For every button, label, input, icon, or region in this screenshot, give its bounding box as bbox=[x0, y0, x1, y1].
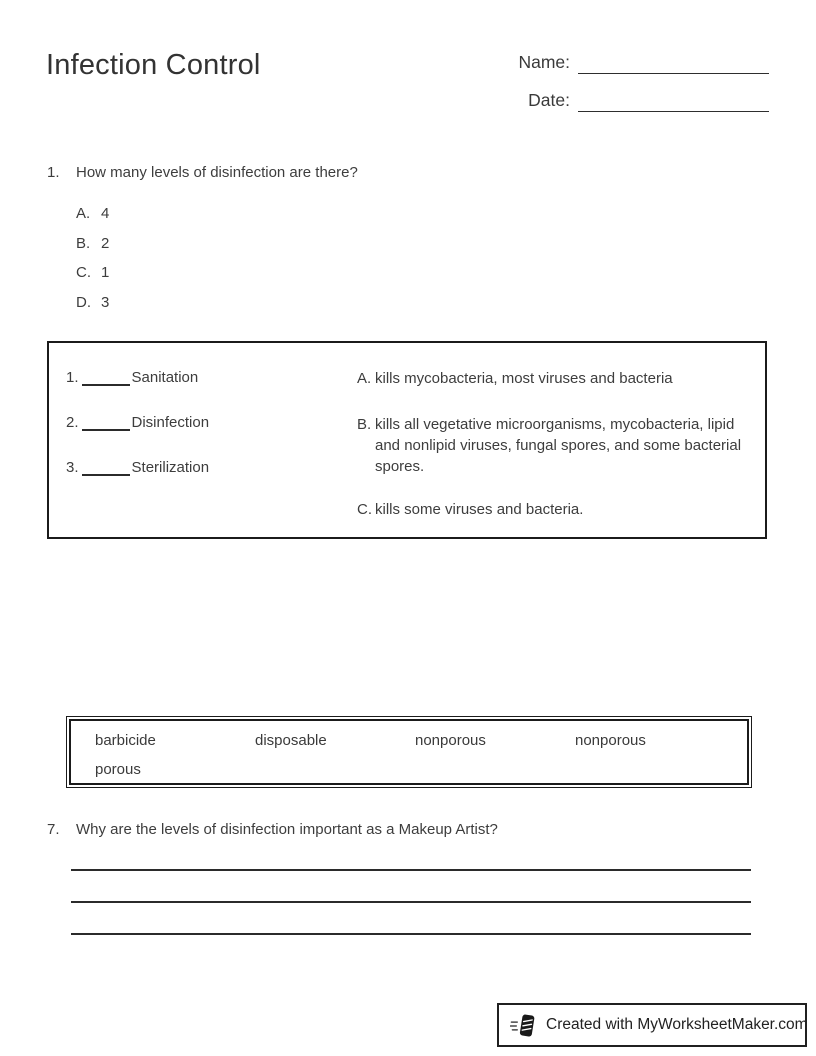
matching-item-label: Sterilization bbox=[131, 459, 210, 476]
matching-answer-blank-1[interactable] bbox=[82, 372, 130, 386]
date-label: Date: bbox=[528, 90, 570, 110]
choice-d-letter: D. bbox=[76, 293, 91, 311]
answer-line[interactable] bbox=[71, 933, 751, 935]
flying-worksheet-icon bbox=[510, 1012, 537, 1039]
definition-b bbox=[357, 414, 759, 477]
question-7-answer-area bbox=[71, 869, 751, 965]
question-7-number: 7. bbox=[47, 821, 60, 838]
name-date-block bbox=[480, 50, 769, 126]
choice-d-text: 3 bbox=[101, 293, 110, 311]
word-bank-word: barbicide bbox=[95, 732, 156, 749]
choice-c-letter: C. bbox=[76, 264, 91, 282]
choice-b[interactable] bbox=[76, 229, 109, 259]
matching-item-disinfection bbox=[66, 413, 209, 458]
matching-answer-blank-2[interactable] bbox=[82, 417, 130, 431]
matching-section-box bbox=[47, 341, 767, 539]
choice-d[interactable] bbox=[76, 288, 109, 318]
choice-a-letter: A. bbox=[76, 205, 91, 223]
name-label: Name: bbox=[518, 52, 570, 72]
choice-a[interactable] bbox=[76, 199, 109, 229]
definition-b-text: kills all vegetative microorganisms, mycobacteria, lipid and nonlipid viruses, fungal spores, and some bacterial spores. bbox=[375, 416, 742, 475]
definition-c bbox=[357, 499, 759, 520]
matching-item-number: 3. bbox=[66, 459, 79, 476]
page-title: Infection Control bbox=[46, 49, 261, 81]
choice-c[interactable] bbox=[76, 258, 109, 288]
question-1-text: How many levels of disinfection are there? bbox=[76, 164, 358, 181]
choice-b-text: 2 bbox=[101, 234, 110, 252]
question-7 bbox=[47, 821, 767, 838]
definition-a-letter: A. bbox=[357, 370, 372, 387]
footer-credit-text: Created with MyWorksheetMaker.com bbox=[546, 1016, 808, 1033]
definition-a-text: kills mycobacteria, most viruses and bacteria bbox=[375, 370, 673, 387]
word-bank-word: nonporous bbox=[575, 732, 646, 749]
matching-item-sterilization bbox=[66, 458, 209, 503]
footer-credit-box bbox=[497, 1003, 807, 1047]
choice-c-text: 1 bbox=[101, 264, 110, 282]
question-1-choices bbox=[76, 199, 109, 317]
matching-answer-blank-3[interactable] bbox=[82, 462, 130, 476]
matching-item-label: Sanitation bbox=[131, 369, 199, 386]
definition-c-text: kills some viruses and bacteria. bbox=[375, 501, 584, 518]
name-blank-line[interactable] bbox=[578, 50, 769, 74]
word-bank-inner bbox=[69, 719, 749, 785]
definition-c-letter: C. bbox=[357, 501, 372, 518]
answer-line[interactable] bbox=[71, 869, 751, 871]
definition-a bbox=[357, 368, 759, 389]
question-1 bbox=[47, 164, 747, 181]
word-bank-word: porous bbox=[95, 761, 141, 778]
answer-line[interactable] bbox=[71, 901, 751, 903]
choice-a-text: 4 bbox=[101, 205, 110, 223]
matching-definitions bbox=[357, 368, 759, 520]
word-bank-word: nonporous bbox=[415, 732, 486, 749]
matching-item-number: 1. bbox=[66, 369, 79, 386]
date-row bbox=[480, 88, 769, 112]
matching-item-number: 2. bbox=[66, 414, 79, 431]
name-row bbox=[480, 50, 769, 74]
word-bank-word: disposable bbox=[255, 732, 327, 749]
matching-item-label: Disinfection bbox=[131, 414, 210, 431]
choice-b-letter: B. bbox=[76, 234, 91, 252]
matching-item-sanitation bbox=[66, 368, 209, 413]
question-7-text: Why are the levels of disinfection important as a Makeup Artist? bbox=[76, 821, 498, 838]
question-1-number: 1. bbox=[47, 164, 60, 181]
matching-items bbox=[66, 368, 209, 503]
date-blank-line[interactable] bbox=[578, 88, 769, 112]
definition-b-letter: B. bbox=[357, 416, 372, 433]
word-bank bbox=[66, 716, 752, 788]
